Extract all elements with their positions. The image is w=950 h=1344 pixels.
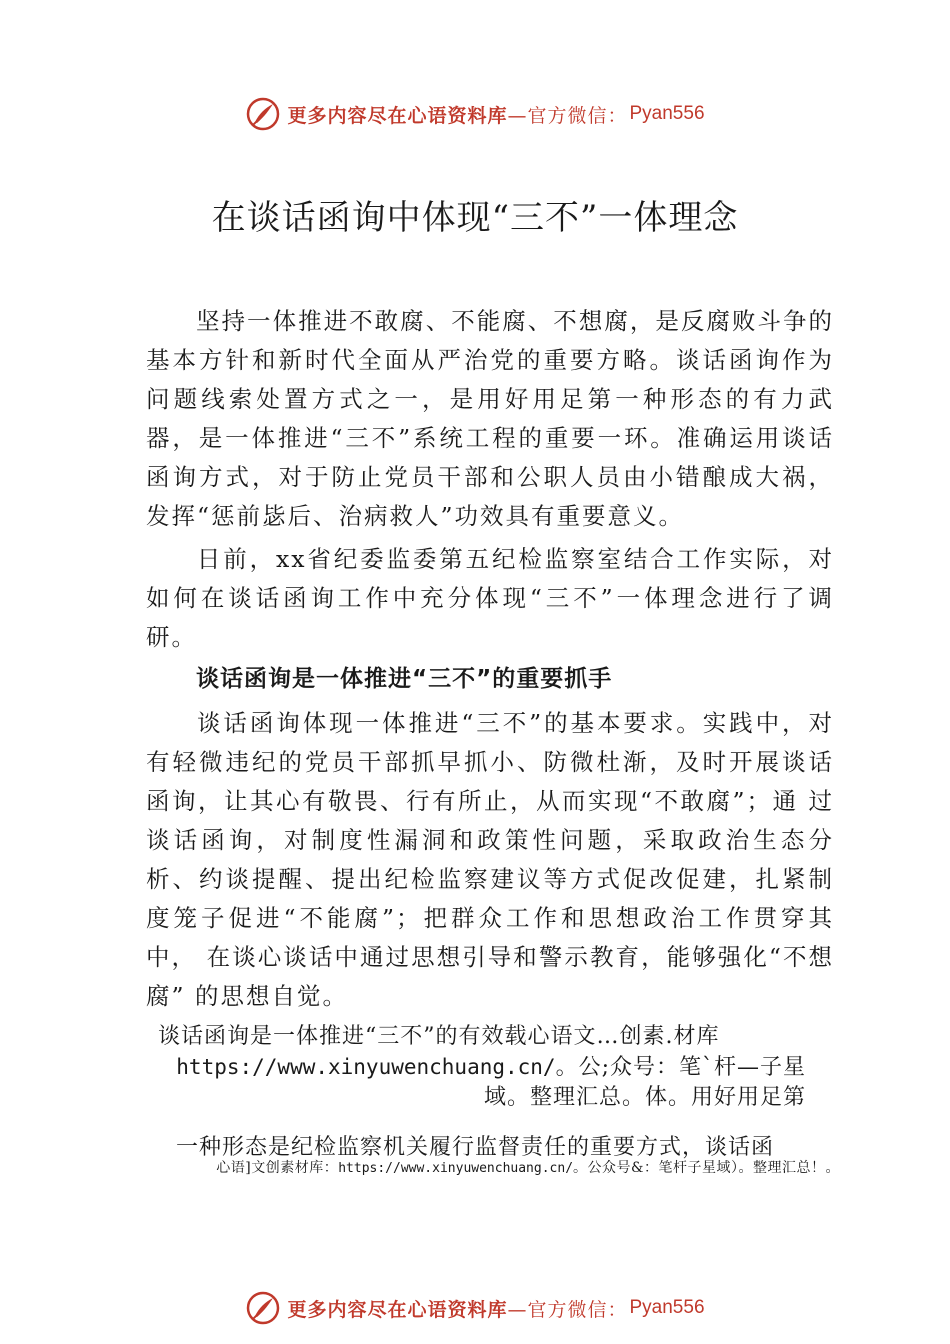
banner-wechat-id: Pyan556 (629, 1297, 705, 1318)
watermark-line-1: 谈话函询是一体推进“三不”的有效载心语文…创素.材库 (158, 1024, 720, 1049)
watermark-block-1 (146, 1022, 806, 1113)
banner-library-text: 更多内容尽在心语资料库 (287, 1298, 508, 1321)
paragraph-1-text: 坚持一体推进不敢腐、不能腐、不想腐，是反腐败斗争的基本方针和新时代全面从严治党的重要方略。谈话函询作为问题线索处置方式之一，是用好用足第一种形态的有力武器，是一体推进“三不”系统工程的重要一环。准确运用谈话函询方式，对于防止党员干部和公职人员由小错酿成大祸，发挥“惩前毖后、治病救人”功效具有重要意义。 (146, 307, 834, 530)
banner-library-text: 更多内容尽在心语资料库 (287, 104, 508, 127)
paragraph-2-text: 日前，xx省纪委监委第五纪检监察室结合工作实际，对如何在谈话函询工作中充分体现“三不”一体理念进行了调研。 (146, 545, 834, 651)
paragraph-3 (146, 704, 834, 1016)
banner-official-label: —官方微信： (507, 1298, 628, 1321)
watermark-small-prefix: 心语]文创素材库： (216, 1160, 339, 1176)
paragraph-3-text: 谈话函询体现一体推进“三不”的基本要求。实践中，对有轻微违纪的党员干部抓早抓小、防微杜渐，及时开展谈话函询，让其心有敬畏、行有所止，从而实现“不敢腐”；通 过谈话函询，对制度性漏洞和政策性问题，采取政治生态分 析、约谈提醒、提出纪检监察建议等方式促改促建，扎紧制 度笼子促进“不能腐”；把群众工作和思想政治工作贯穿其中， 在谈心谈话中通过思想引导和警示教育，能够强化“不想腐” 的思想自觉。 (146, 709, 834, 1010)
watermark-line-3: 域。整理汇总。体。用好用足第 (483, 1085, 806, 1110)
watermark-small-suffix: 。公众号&：笔杆子星域）。整理汇总！。 (573, 1160, 840, 1176)
paragraph-2 (146, 540, 834, 657)
banner-official-label: —官方微信： (507, 104, 628, 127)
watermark-block-2 (150, 1158, 840, 1179)
header-banner (0, 94, 950, 134)
document-title: 在谈话函询中体现“三不”一体理念 (211, 198, 739, 238)
watermark-url-1: https://www.xinyuwenchuang.cn/ (176, 1055, 556, 1079)
quill-logo-icon (245, 1290, 281, 1326)
watermark-url-2: https://www.xinyuwenchuang.cn/ (338, 1161, 574, 1176)
body-line-continued: 一种形态是纪检监察机关履行监督责任的重要方式，谈话函 (176, 1135, 775, 1160)
banner-wechat-id: Pyan556 (629, 103, 705, 124)
section-heading: 谈话函询是一体推进“三不”的重要抓手 (196, 666, 613, 692)
footer-banner (0, 1288, 950, 1328)
paragraph-1 (146, 302, 834, 536)
quill-logo-icon (245, 96, 281, 132)
watermark-line-2: 。公;众号：笔`杆—子星 (555, 1055, 806, 1080)
